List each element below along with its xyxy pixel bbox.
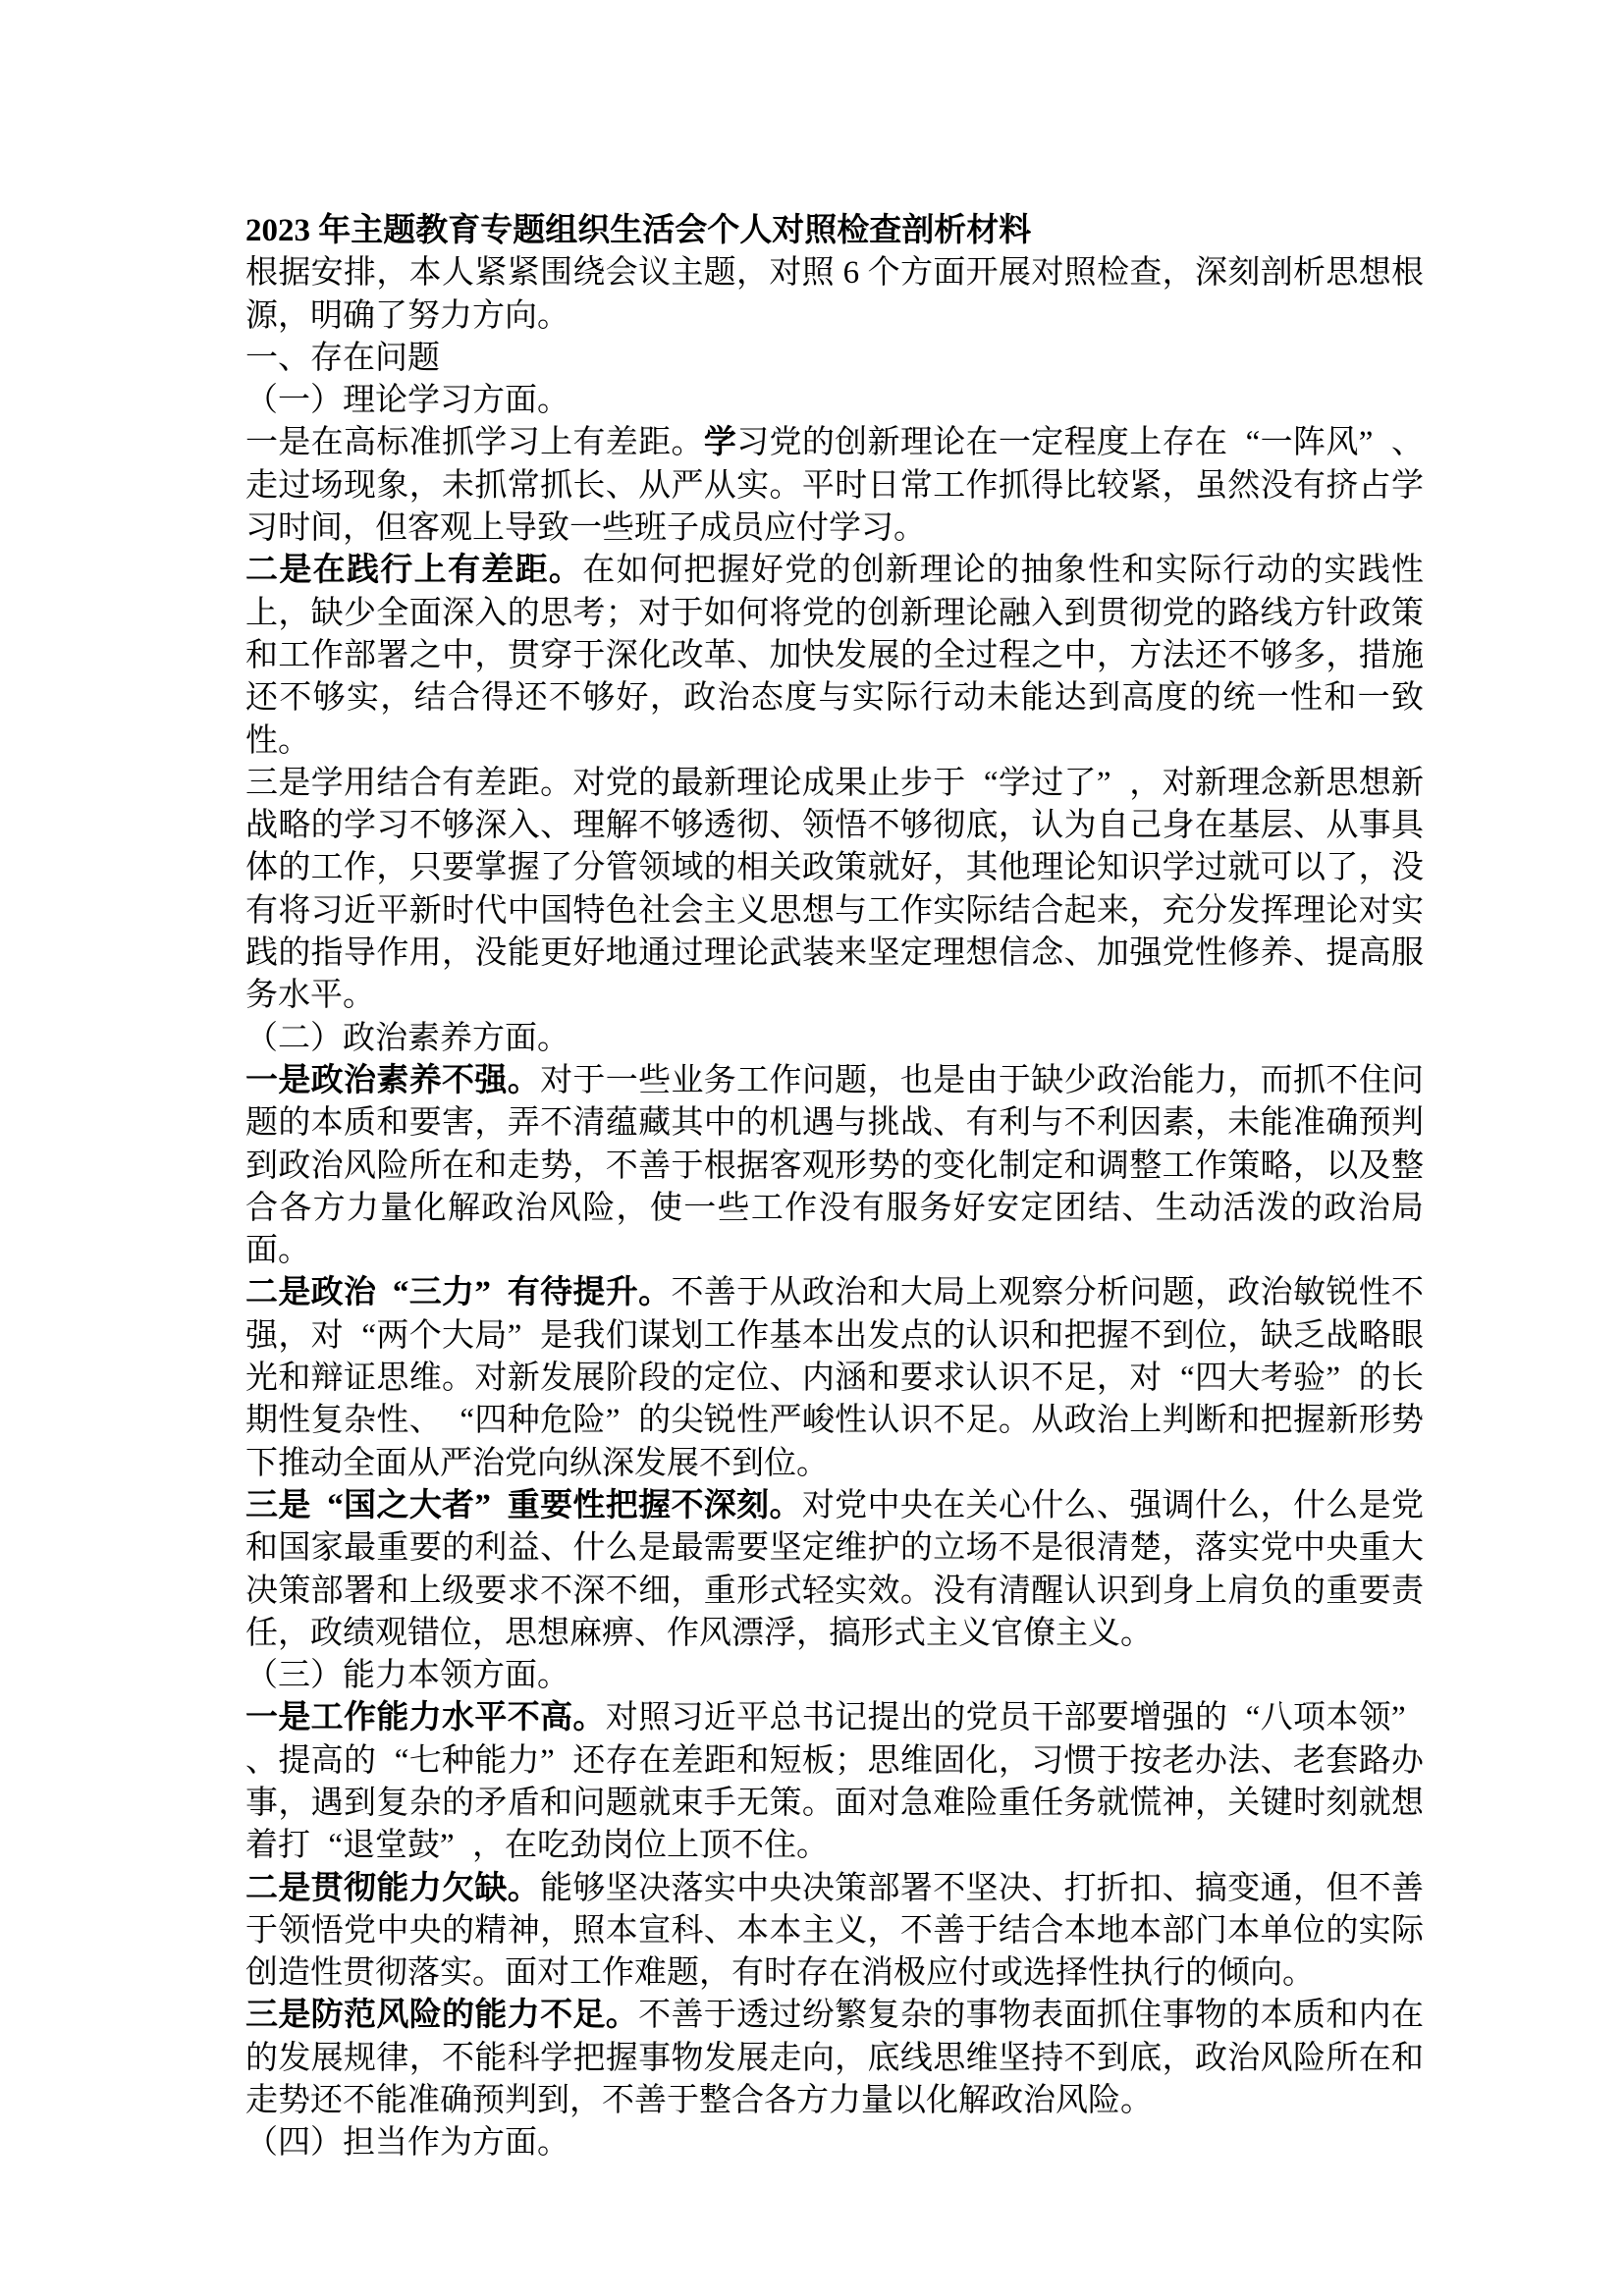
fullwidth-close-quote: ” — [1358, 425, 1374, 461]
paragraph-intro — [245, 252, 1424, 338]
text-run: 三是学用结合有差距。对党的最新理论成果止步于 “学过了” ，对新理念新思想新战略的学习不够深入、理解不够透彻、领悟不够彻底，认为自己身在基层、从事具体的工作，只要掌握了分管领域的相关政策就好，其他理论知识学过就可以了，没有将习近平新时代中国特色社会主义思想与工作实际结合起来，充分发挥理论对实践的指导作用，没能更好地通过理论武装来坚定理想信念、加强党性修养、提高服务水平。 — [245, 766, 1424, 1013]
bold-text-run: 学 — [703, 425, 737, 461]
paragraph-s3-point-1 — [245, 1697, 1424, 1867]
bold-text-run: 一是政治素养不强。 — [245, 1062, 541, 1098]
fullwidth-close-quote: ” — [474, 1275, 491, 1311]
text-run: 在如何把握好党的创新理论的抽象性和实际行动的实践性上，缺少全面深入的思考；对于如何将党的创新理论融入到贯彻党的路线方针政策和工作部署之中，贯穿于深化改革、加快发展的全过程之中，方法还不够多，措施还不够实，结合得还不够好，政治态度与实际行动未能达到高度的统一性和一致性。 — [245, 553, 1425, 759]
fullwidth-open-quote: “ — [1179, 1361, 1195, 1397]
bold-text-run: 二是在践行上有差距。 — [245, 553, 583, 589]
fullwidth-close-quote: ” — [1326, 1361, 1340, 1397]
paragraph-sub-2-heading — [245, 1018, 1424, 1060]
document-content — [245, 210, 1424, 2165]
paragraph-sub-1-heading — [245, 380, 1424, 422]
fullwidth-close-quote: ” — [605, 1403, 621, 1439]
fullwidth-open-quote: “ — [460, 1403, 475, 1439]
text-run: 能够坚决落实中央决策部署不坚决、打折扣、搞变通，但不善于领悟党中央的精神，照本宣科、本本主义，不善于结合本地本部门本单位的实际创造性贯彻落实。面对工作难题，有时存在消极应付或选择性执行的倾向。 — [245, 1870, 1425, 1992]
fullwidth-open-quote: “ — [392, 1275, 409, 1311]
fullwidth-open-quote: “ — [328, 1828, 343, 1864]
text-run: 不善于从政治和大局上观察分析问题，政治敏锐性不强，对 “两个大局” 是我们谋划工作基本出发点的认识和把握不到位，缺乏战略眼光和辩证思维。对新发展阶段的定位、内涵和要求认识不足，对 “四大考验” 的长期性复杂性、 “四种危险” 的尖锐性严峻性认识不足。从政治上判断和把握新形势下推动全面从严治党向纵深发展不到位。 — [245, 1275, 1425, 1481]
fullwidth-open-quote: “ — [1245, 1700, 1261, 1736]
text-run: （四）担当作为方面。 — [245, 2125, 569, 2162]
text-run: 习党的创新理论在一定程度上存在 “一阵风” 、走过场现象，未抓常抓长、从严从实。平时日常工作抓得比较紧，虽然没有挤占学习时间，但客观上导致一些班子成员应付学习。 — [245, 425, 1424, 546]
fullwidth-open-quote: “ — [983, 765, 999, 801]
text-run: 根据安排，本人紧紧围绕会议主题，对照 6 个方面开展对照检查，深刻剖析思想根源，明确了努力方向。 — [245, 255, 1424, 334]
document-title — [245, 210, 1424, 252]
paragraph-s2-point-2 — [245, 1272, 1424, 1484]
fullwidth-open-quote: “ — [327, 1487, 344, 1523]
fullwidth-close-quote: ” — [540, 1742, 555, 1779]
text-run: （三）能力本领方面。 — [245, 1658, 569, 1694]
bold-text-run: 2023 年主题教育专题组织生活会个人对照检查剖析材料 — [245, 213, 1032, 248]
fullwidth-open-quote: “ — [361, 1317, 377, 1354]
fullwidth-close-quote: ” — [440, 1828, 455, 1864]
text-run: （一）理论学习方面。 — [245, 383, 569, 419]
paragraph-sub-3-heading — [245, 1655, 1424, 1697]
bold-text-run: 二是贯彻能力欠缺。 — [245, 1870, 541, 1906]
paragraph-s1-point-3 — [245, 763, 1424, 1018]
bold-text-run: 一是工作能力水平不高。 — [245, 1700, 606, 1736]
paragraph-s3-point-3 — [245, 1995, 1424, 2122]
text-run: （二）政治素养方面。 — [245, 1020, 569, 1056]
document-body — [245, 252, 1424, 2164]
bold-text-run: 二是政治 “三力” 有待提升。 — [245, 1275, 671, 1310]
text-run: 不善于透过纷繁复杂的事物表面抓住事物的本质和内在的发展规律，不能科学把握事物发展走向，底线思维坚持不到底，政治风险所在和走势还不能准确预判到，不善于整合各方力量以化解政治风险。 — [245, 1998, 1425, 2119]
bold-text-run: 三是防范风险的能力不足。 — [245, 1998, 639, 2034]
text-run: 一、存在问题 — [245, 340, 440, 376]
fullwidth-close-quote: ” — [507, 1317, 522, 1354]
fullwidth-close-quote: ” — [1096, 765, 1111, 801]
fullwidth-open-quote: “ — [394, 1742, 409, 1779]
paragraph-s1-point-1 — [245, 422, 1424, 550]
text-run: 一是在高标准抓学习上有差距。 — [245, 425, 704, 461]
fullwidth-close-quote: ” — [1391, 1700, 1406, 1736]
fullwidth-close-quote: ” — [474, 1487, 491, 1523]
fullwidth-open-quote: “ — [1245, 425, 1261, 461]
paragraph-sub-4-heading — [245, 2122, 1424, 2164]
paragraph-section-1-heading — [245, 338, 1424, 380]
paragraph-s2-point-3 — [245, 1485, 1424, 1655]
bold-text-run: 三是 “国之大者” 重要性把握不深刻。 — [245, 1488, 802, 1523]
paragraph-s2-point-1 — [245, 1060, 1424, 1272]
paragraph-s1-point-2 — [245, 550, 1424, 762]
text-run: 对于一些业务工作问题，也是由于缺少政治能力，而抓不住问题的本质和要害，弄不清蕴藏其中的机遇与挑战、有利与不利因素，未能准确预判到政治风险所在和走势，不善于根据客观形势的变化制定和调整工作策略，以及整合各方力量化解政治风险，使一些工作没有服务好安定团结、生动活泼的政治局面。 — [245, 1062, 1425, 1269]
text-run: 对党中央在关心什么、强调什么，什么是党和国家最重要的利益、什么是最需要坚定维护的立场不是很清楚，落实党中央重大决策部署和上级要求不深不细，重形式轻实效。没有清醒认识到身上肩负的重要责任，政绩观错位，思想麻痹、作风漂浮，搞形式主义官僚主义。 — [245, 1487, 1425, 1651]
paragraph-s3-point-2 — [245, 1868, 1424, 1996]
text-run: 对照习近平总书记提出的党员干部要增强的 “八项本领”、提高的 “七种能力” 还存在差距和短板；思维固化，习惯于按老办法、老套路办事，遇到复杂的矛盾和问题就束手无策。面对急难险重任务就慌神，关键时刻就想着打 “退堂鼓” ，在吃劲岗位上顶不住。 — [245, 1700, 1424, 1863]
